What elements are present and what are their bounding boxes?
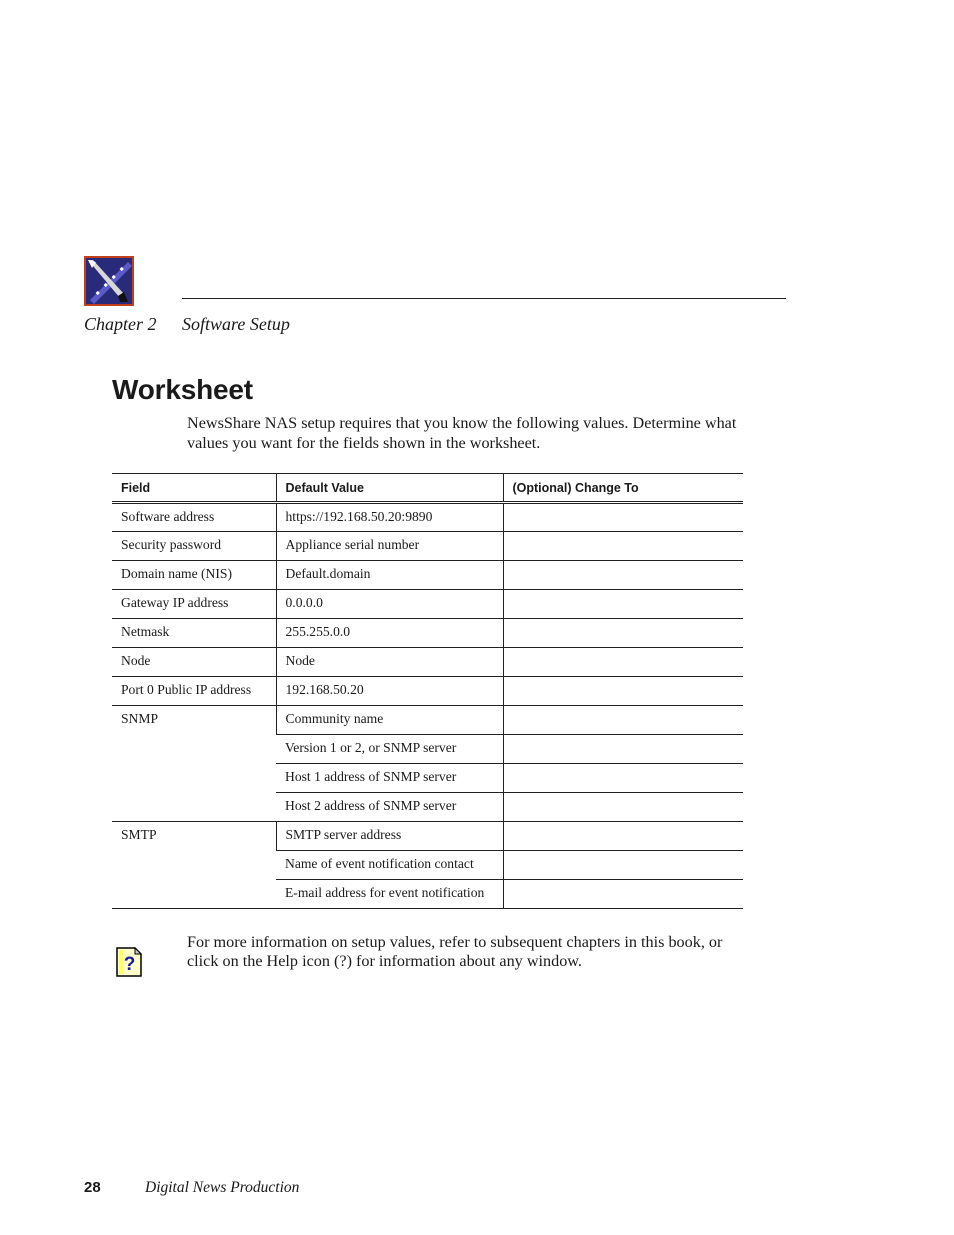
field-cell: Domain name (NIS) xyxy=(112,561,276,590)
field-cell-smtp: SMTP xyxy=(112,822,276,909)
field-cell: Port 0 Public IP address xyxy=(112,677,276,706)
field-cell: Software address xyxy=(112,503,276,532)
change-cell xyxy=(503,590,743,619)
change-cell xyxy=(503,619,743,648)
change-cell xyxy=(503,764,743,793)
svg-text:?: ? xyxy=(123,954,136,975)
field-cell: Netmask xyxy=(112,619,276,648)
table-row xyxy=(112,503,743,532)
default-cell: Community name xyxy=(276,706,503,735)
default-cell: 255.255.0.0 xyxy=(276,619,503,648)
default-cell: Host 1 address of SNMP server xyxy=(276,764,503,793)
table-row xyxy=(112,822,743,851)
chapter-heading xyxy=(84,314,290,335)
change-cell xyxy=(503,735,743,764)
field-cell: Gateway IP address xyxy=(112,590,276,619)
table-row xyxy=(112,706,743,735)
change-cell xyxy=(503,503,743,532)
default-cell: E-mail address for event notification xyxy=(276,880,503,909)
table-header-row xyxy=(112,474,743,503)
table-row xyxy=(112,648,743,677)
default-cell: Version 1 or 2, or SNMP server xyxy=(276,735,503,764)
change-cell xyxy=(503,706,743,735)
table-row xyxy=(112,532,743,561)
change-cell xyxy=(503,677,743,706)
film-quill-logo-icon xyxy=(84,256,134,306)
change-cell xyxy=(503,561,743,590)
table-row xyxy=(112,677,743,706)
header-rule xyxy=(182,298,786,299)
field-cell-snmp: SNMP xyxy=(112,706,276,822)
change-cell xyxy=(503,532,743,561)
help-note: For more information on setup values, refer to subsequent chapters in this book, or click on the Help icon (?) for information about any window. xyxy=(187,933,723,970)
change-cell xyxy=(503,793,743,822)
default-cell: https://192.168.50.20:9890 xyxy=(276,503,503,532)
column-header-field: Field xyxy=(112,474,276,503)
column-header-default: Default Value xyxy=(276,474,503,503)
chapter-title: Software Setup xyxy=(182,314,290,334)
field-cell: Node xyxy=(112,648,276,677)
field-cell: Security password xyxy=(112,532,276,561)
chapter-label: Chapter 2 xyxy=(84,314,157,334)
book-title: Digital News Production xyxy=(145,1179,300,1196)
default-cell: 192.168.50.20 xyxy=(276,677,503,706)
default-cell: 0.0.0.0 xyxy=(276,590,503,619)
table-row xyxy=(112,619,743,648)
default-cell: Node xyxy=(276,648,503,677)
default-cell: Host 2 address of SNMP server xyxy=(276,793,503,822)
worksheet-table xyxy=(112,473,743,909)
default-cell: Name of event notification contact xyxy=(276,851,503,880)
default-cell: Appliance serial number xyxy=(276,532,503,561)
change-cell xyxy=(503,851,743,880)
change-cell xyxy=(503,880,743,909)
table-row xyxy=(112,590,743,619)
section-title: Worksheet xyxy=(112,374,253,405)
page-number: 28 xyxy=(84,1179,101,1196)
help-question-icon xyxy=(116,947,142,977)
default-cell: SMTP server address xyxy=(276,822,503,851)
default-cell: Default.domain xyxy=(276,561,503,590)
intro-paragraph: NewsShare NAS setup requires that you know the following values. Determine what values you want for the fields shown in the worksheet. xyxy=(187,414,737,452)
column-header-change: (Optional) Change To xyxy=(503,474,743,503)
change-cell xyxy=(503,822,743,851)
change-cell xyxy=(503,648,743,677)
table-row xyxy=(112,561,743,590)
